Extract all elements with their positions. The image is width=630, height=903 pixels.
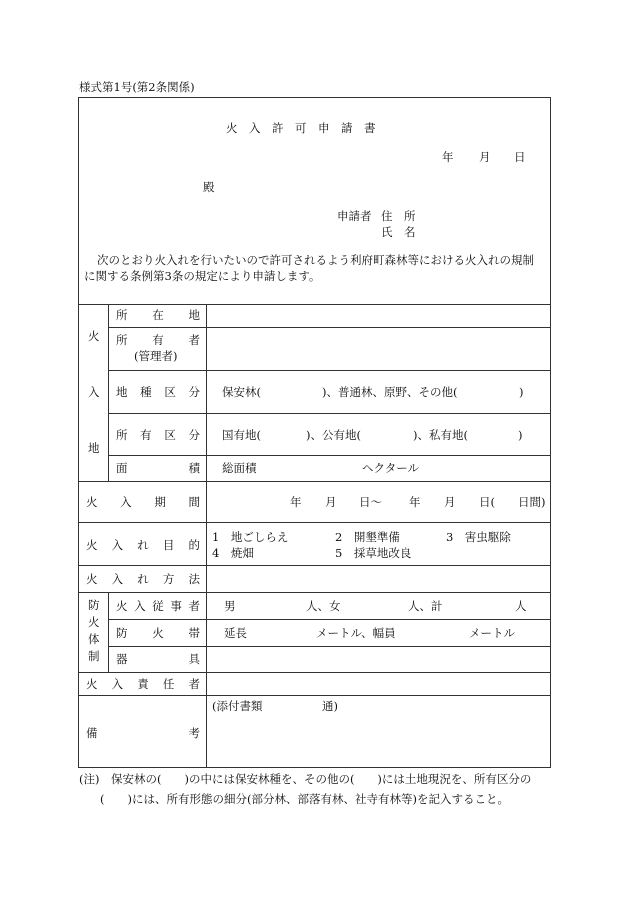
land-group-char-2: 入: [88, 385, 100, 399]
period-start-day: 日～: [359, 495, 382, 509]
fire-group-char-3: 体: [88, 632, 100, 646]
purpose-item-2: 2 開墾準備: [335, 530, 400, 544]
category-opt-close: ): [519, 385, 524, 399]
period-start-year: 年: [290, 495, 302, 509]
period-end-month: 月: [444, 495, 456, 509]
purpose-item-4: 4 焼畑: [212, 546, 254, 560]
addressee-suffix: 殿: [203, 180, 215, 194]
owner-sub-label: (管理者): [134, 349, 178, 363]
area-label: 面 積: [116, 461, 200, 475]
intro-text-line2: に関する条例第3条の規定により申請します。: [84, 269, 321, 283]
form-number-label: 様式第1号(第2条関係): [79, 80, 195, 94]
date-day-label: 日: [514, 150, 526, 164]
applicant-address-label: 住 所: [381, 209, 416, 223]
purpose-item-5: 5 採草地改良: [335, 546, 412, 560]
attached-docs-copies: 通): [322, 699, 338, 713]
ownership-opt-public: )、公有地(: [306, 428, 361, 442]
period-end-year: 年: [409, 495, 421, 509]
firebreak-width: メートル、幅員: [316, 626, 396, 640]
land-group-char-1: 火: [88, 329, 100, 343]
ownership-label: 所 有 区 分: [116, 428, 200, 442]
firebreak-meter: メートル: [469, 626, 515, 640]
category-opt-other: )、普通林、原野、その他(: [322, 385, 458, 399]
date-year-label: 年: [442, 150, 454, 164]
period-label: 火 入 期 間: [86, 495, 200, 509]
note-line-2: ( )には、所有形態の細分(部分林、部落有林、社寺有林等)を記入すること。: [100, 792, 509, 806]
responsible-label: 火 入 責 任 者: [86, 677, 200, 691]
period-start-month: 月: [325, 495, 337, 509]
remarks-label: 備 考: [86, 726, 200, 740]
location-label: 所 在 地: [116, 308, 200, 322]
date-month-label: 月: [479, 150, 491, 164]
ownership-opt-close: ): [518, 428, 523, 442]
applicant-name-label: 氏 名: [381, 225, 416, 239]
fire-group-char-4: 制: [88, 649, 100, 663]
workers-label: 火 入 従 事 者: [116, 599, 200, 613]
purpose-label: 火 入 れ 目 的: [86, 538, 200, 552]
workers-female: 人、女: [306, 599, 341, 613]
workers-male: 男: [224, 599, 236, 613]
attached-docs-label: (添付書類: [212, 699, 263, 713]
purpose-item-3: 3 害虫駆除: [446, 530, 511, 544]
applicant-label: 申請者: [337, 209, 372, 223]
fire-group-char-2: 火: [88, 615, 100, 629]
form-title: 火 入 許 可 申 請 書: [226, 121, 376, 135]
table-top-line: [79, 304, 550, 305]
period-days: 日間): [518, 495, 546, 509]
ownership-opt-national: 国有地(: [222, 428, 261, 442]
firebreak-length: 延長: [224, 626, 247, 640]
period-end-day: 日(: [479, 495, 495, 509]
area-unit-label: ヘクタール: [362, 461, 420, 475]
note-line-1: (注) 保安林の( )の中には保安林種を、その他の( )には土地現況を、所有区分の: [79, 772, 532, 786]
ownership-opt-private: )、私有地(: [413, 428, 468, 442]
application-form: [78, 97, 551, 768]
land-group-char-3: 地: [88, 441, 100, 455]
workers-total: 人、計: [408, 599, 443, 613]
land-category-label: 地 種 区 分: [116, 385, 200, 399]
firebreak-label: 防 火 帯: [116, 626, 200, 640]
intro-text-line1: 次のとおり火入れを行いたいので許可されるよう利府町森林等における火入れの規制: [97, 253, 534, 267]
category-opt-protected: 保安林(: [222, 385, 261, 399]
tools-label: 器 具: [116, 652, 200, 666]
workers-person-unit: 人: [515, 599, 527, 613]
method-label: 火 入 れ 方 法: [86, 572, 200, 586]
fire-group-char-1: 防: [88, 598, 100, 612]
area-total-label: 総面積: [222, 461, 257, 475]
purpose-item-1: 1 地ごしらえ: [212, 530, 289, 544]
owner-label: 所 有 者: [116, 333, 200, 347]
